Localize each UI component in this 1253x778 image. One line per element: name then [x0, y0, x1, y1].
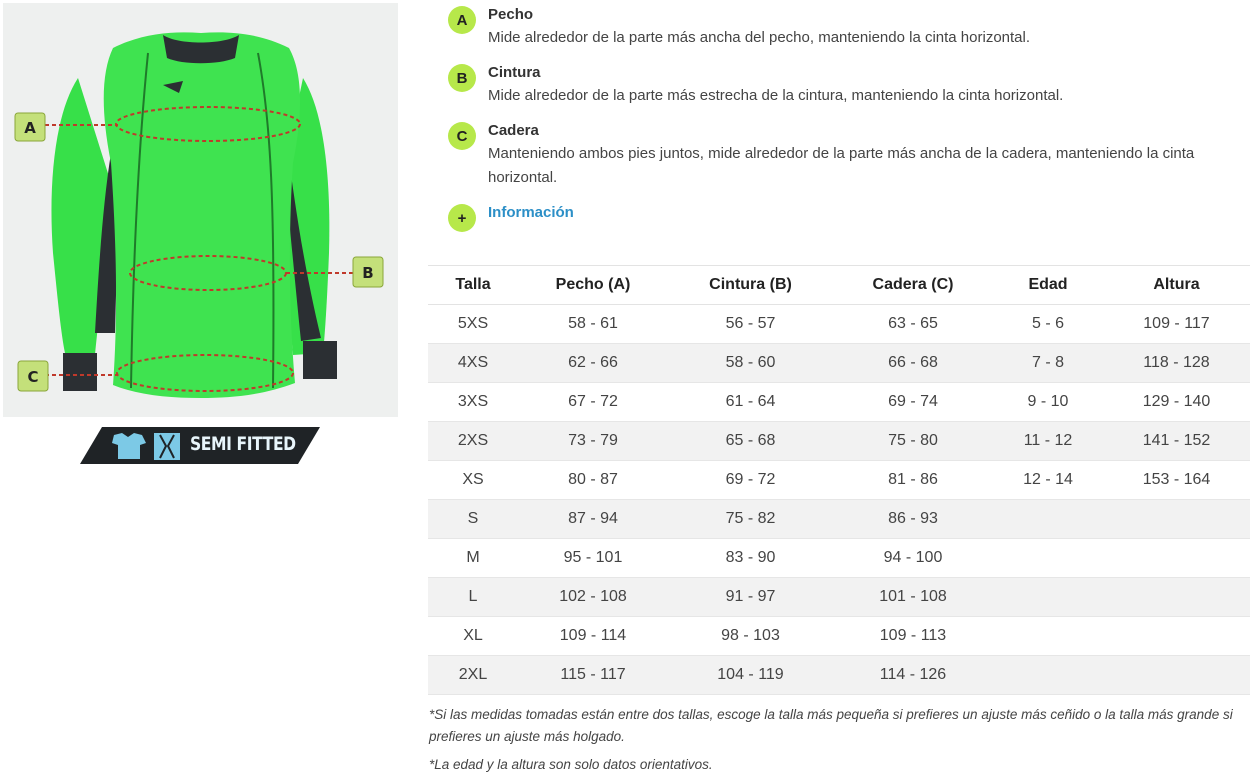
table-row [428, 500, 1250, 539]
table-cell [1103, 500, 1250, 539]
table-cell: 141 - 152 [1103, 422, 1250, 461]
header-altura: Altura [1103, 266, 1250, 305]
fit-icon [154, 433, 180, 460]
table-cell: 80 - 87 [518, 461, 668, 500]
table-cell: 7 - 8 [993, 344, 1103, 383]
table-cell: 2XS [428, 422, 518, 461]
table-cell: L [428, 578, 518, 617]
table-cell: M [428, 539, 518, 578]
table-cell: 115 - 117 [518, 656, 668, 695]
table-cell [1103, 656, 1250, 695]
svg-text:A: A [24, 119, 36, 137]
table-row [428, 383, 1250, 422]
table-cell: 98 - 103 [668, 617, 833, 656]
table-cell: 101 - 108 [833, 578, 993, 617]
measure-title: Pecho [488, 6, 534, 23]
table-cell: 73 - 79 [518, 422, 668, 461]
table-cell: 129 - 140 [1103, 383, 1250, 422]
measure-waist [446, 62, 1063, 108]
table-cell [993, 500, 1103, 539]
table-cell: 2XL [428, 656, 518, 695]
table-cell [1103, 617, 1250, 656]
table-row [428, 578, 1250, 617]
table-cell: 153 - 164 [1103, 461, 1250, 500]
table-cell [1103, 578, 1250, 617]
table-cell: 58 - 60 [668, 344, 833, 383]
table-cell: XL [428, 617, 518, 656]
table-cell: 83 - 90 [668, 539, 833, 578]
table-cell: 61 - 64 [668, 383, 833, 422]
measure-title: Cintura [488, 64, 541, 81]
table-cell: 66 - 68 [833, 344, 993, 383]
table-row [428, 656, 1250, 695]
table-cell: XS [428, 461, 518, 500]
jersey-drawing [3, 3, 398, 417]
size-note: *Si las medidas tomadas están entre dos tallas, escoge la talla más pequeña si prefieres un ajuste más ceñido o la talla más grande si prefieres un ajuste más holgado. [429, 707, 1233, 744]
table-row [428, 617, 1250, 656]
svg-text:C: C [27, 368, 39, 386]
table-cell: 118 - 128 [1103, 344, 1250, 383]
table-cell [993, 656, 1103, 695]
fit-label: SEMI FITTED [190, 433, 296, 455]
info-link[interactable] [446, 202, 574, 227]
table-cell [993, 539, 1103, 578]
table-cell: 109 - 114 [518, 617, 668, 656]
table-cell: 81 - 86 [833, 461, 993, 500]
table-cell: 75 - 82 [668, 500, 833, 539]
table-cell: 104 - 119 [668, 656, 833, 695]
jersey-body [104, 32, 300, 398]
marker-a [15, 113, 45, 141]
table-cell: 63 - 65 [833, 305, 993, 344]
info-label[interactable]: Información [488, 204, 574, 221]
measure-description: Manteniendo ambos pies juntos, mide alrededor de la parte más ancha de la cadera, manteniendo la cinta horizontal. [488, 145, 1195, 186]
marker-b [353, 257, 383, 287]
header-edad: Edad [993, 266, 1103, 305]
header-cintura: Cintura (B) [668, 266, 833, 305]
table-cell: 5 - 6 [993, 305, 1103, 344]
header-talla: Talla [428, 266, 518, 305]
plus-icon[interactable]: + [448, 204, 476, 232]
table-cell: 4XS [428, 344, 518, 383]
measure-hip [446, 120, 1208, 190]
table-cell [993, 617, 1103, 656]
table-cell: 87 - 94 [518, 500, 668, 539]
table-cell [993, 578, 1103, 617]
table-cell: 69 - 74 [833, 383, 993, 422]
right-cuff [303, 341, 337, 379]
table-cell: 94 - 100 [833, 539, 993, 578]
letter-a-icon: A [448, 6, 476, 34]
table-cell: 56 - 57 [668, 305, 833, 344]
table-cell: 9 - 10 [993, 383, 1103, 422]
table-cell: 67 - 72 [518, 383, 668, 422]
table-cell: 58 - 61 [518, 305, 668, 344]
size-chart-table [428, 265, 1250, 695]
header-cadera: Cadera (C) [833, 266, 993, 305]
table-cell: 109 - 117 [1103, 305, 1250, 344]
table-cell: 5XS [428, 305, 518, 344]
table-cell: 65 - 68 [668, 422, 833, 461]
letter-b-icon: B [448, 64, 476, 92]
marker-c [18, 361, 48, 391]
measure-description: Mide alrededor de la parte más ancha del pecho, manteniendo la cinta horizontal. [488, 29, 1031, 46]
table-cell: 114 - 126 [833, 656, 993, 695]
table-cell: S [428, 500, 518, 539]
svg-text:B: B [362, 264, 374, 282]
table-cell: 12 - 14 [993, 461, 1103, 500]
jersey-illustration [3, 3, 398, 417]
semi-fitted-badge [80, 427, 320, 464]
table-cell: 86 - 93 [833, 500, 993, 539]
table-cell: 102 - 108 [518, 578, 668, 617]
table-row [428, 461, 1250, 500]
table-cell [1103, 539, 1250, 578]
table-cell: 11 - 12 [993, 422, 1103, 461]
table-cell: 69 - 72 [668, 461, 833, 500]
table-row [428, 422, 1250, 461]
left-cuff [63, 353, 97, 391]
table-row [428, 539, 1250, 578]
table-cell: 75 - 80 [833, 422, 993, 461]
header-pecho: Pecho (A) [518, 266, 668, 305]
table-cell: 95 - 101 [518, 539, 668, 578]
table-header-row [428, 266, 1250, 305]
table-row [428, 305, 1250, 344]
table-cell: 109 - 113 [833, 617, 993, 656]
letter-c-icon: C [448, 122, 476, 150]
table-cell: 91 - 97 [668, 578, 833, 617]
measure-description: Mide alrededor de la parte más estrecha de la cintura, manteniendo la cinta horizontal. [488, 87, 1064, 104]
measure-chest [446, 4, 1030, 50]
table-row [428, 344, 1250, 383]
measure-title: Cadera [488, 122, 539, 139]
table-cell: 62 - 66 [518, 344, 668, 383]
age-height-note: *La edad y la altura son solo datos orientativos. [429, 757, 713, 772]
table-cell: 3XS [428, 383, 518, 422]
